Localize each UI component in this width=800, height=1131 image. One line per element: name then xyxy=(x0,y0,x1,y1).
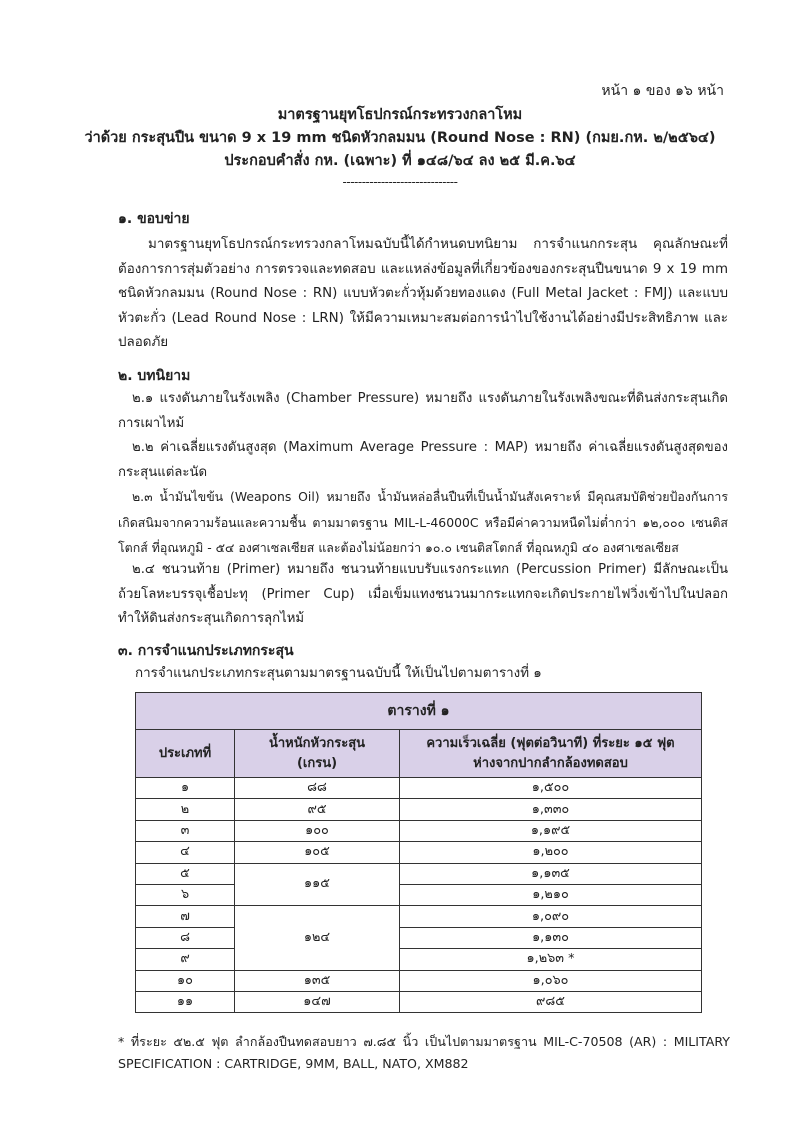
definition-2-3: ๒.๓ น้ำมันไขข้น (Weapons Oil) หมายถึง น้ำมันหล่อลื่นปืนที่เป็นน้ำมันสังเคราะห์ มีคุณสมบัติช่วยป้องกันการเกิดสนิมจากความร้อนและความชื้น ตามมาตรฐาน MIL-L-46000C หรือมีค่าความหนืดไม่ต่ำกว่า ๑๒,๐๐๐ เซนติสโตกส์ ที่อุณหภูมิ - ๕๔ องศาเซลเซียส และต้องไม่น้อยกว่า ๑๐.๐ เซนติสโตกส์ ที่อุณหภูมิ ๔๐ องศาเซลเซียส xyxy=(118,489,728,555)
title-line-2: ว่าด้วย กระสุนปืน ขนาด 9 x 19 mm ชนิดหัวกลมมน (Round Nose : RN) (กมย.กห. ๒/๒๕๖๔) xyxy=(84,130,716,146)
definition-2-1: ๒.๑ แรงดันภายในรังเพลิง (Chamber Pressure) หมายถึง แรงดันภายในรังเพลิงขณะที่ดินส่งกระสุนเกิดการเผาไหม้ xyxy=(118,391,728,431)
header-weight: น้ำหนักหัวกระสุน (เกรน) xyxy=(235,730,400,778)
section-3-heading: ๓. การจำแนกประเภทกระสุน xyxy=(118,643,294,659)
table-row: ๒ ๙๕ ๑,๓๓๐ xyxy=(136,799,702,820)
definition-2-4: ๒.๔ ชนวนท้าย (Primer) หมายถึง ชนวนท้ายแบบรับแรงกระแทก (Percussion Primer) มีลักษณะเป็นถ้วยโลหะบรรจุเชื้อปะทุ (Primer Cup) เมื่อเข็มแทงชนวนมากระแทกจะเกิดประกายไฟวิ่งเข้าไปในปลอก ทำให้ดินส่งกระสุนเกิดการลุกไหม้ xyxy=(118,562,728,626)
header-type: ประเภทที่ xyxy=(136,730,235,778)
table-row: ๔ ๑๐๕ ๑,๒๐๐ xyxy=(136,842,702,863)
classification-table xyxy=(135,692,702,1013)
table-row: ๘ ๑,๑๓๐ xyxy=(136,927,702,948)
section-2-heading: ๒. บทนิยาม xyxy=(118,368,191,384)
section-1-heading: ๑. ขอบข่าย xyxy=(118,211,190,227)
title-line-3: ประกอบคำสั่ง กห. (เฉพาะ) ที่ ๑๔๘/๖๔ ลง ๒๕ มี.ค.๖๔ xyxy=(224,153,576,169)
page-number: หน้า ๑ ของ ๑๖ หน้า xyxy=(601,83,724,99)
table-row: ๑๑ ๑๔๗ ๙๘๕ xyxy=(136,991,702,1012)
table-footnote: * ที่ระยะ ๕๒.๕ ฟุต ลำกล้องปืนทดสอบยาว ๗.๘๕ นิ้ว เป็นไปตามมาตรฐาน MIL-C-70508 (AR) : MILITARY SPECIFICATION : CARTRIDGE, 9MM, BALL, NATO, XM882 xyxy=(118,1034,730,1071)
title-line-1: มาตรฐานยุทโธปกรณ์กระทรวงกลาโหม xyxy=(277,107,523,123)
table-row: ๗ ๑๒๔ ๑,๐๙๐ xyxy=(136,906,702,927)
table-row: ๙ ๑,๒๖๓ * xyxy=(136,949,702,970)
section-1-text: มาตรฐานยุทโธปกรณ์กระทรวงกลาโหมฉบับนี้ได้กำหนดบทนิยาม การจำแนกกระสุน คุณลักษณะที่ต้องการการสุ่มตัวอย่าง การตรวจและทดสอบ และแหล่งข้อมูลที่เกี่ยวข้องของกระสุนปืนขนาด 9 x 19 mm ชนิดหัวกลมมน (Round Nose : RN) แบบหัวตะกั่วหุ้มด้วยทองแดง (Full Metal Jacket : FMJ) และแบบหัวตะกั่ว (Lead Round Nose : LRN) ให้มีความเหมาะสมต่อการนำไปใช้งานได้อย่างมีประสิทธิภาพ และปลอดภัย xyxy=(118,237,728,350)
title-divider: ------------------------------ xyxy=(342,175,458,189)
table-row: ๕ ๑๑๕ ๑,๑๓๕ xyxy=(136,863,702,884)
table-row: ๓ ๑๐๐ ๑,๑๙๕ xyxy=(136,820,702,841)
table-row: ๑๐ ๑๓๕ ๑,๐๖๐ xyxy=(136,970,702,991)
header-velocity: ความเร็วเฉลี่ย (ฟุตต่อวินาที) ที่ระยะ ๑๕ ฟุต ห่างจากปากลำกล้องทดสอบ xyxy=(400,730,702,778)
table-row: ๑ ๘๘ ๑,๕๐๐ xyxy=(136,778,702,799)
title-block xyxy=(0,104,800,173)
definition-2-2: ๒.๒ ค่าเฉลี่ยแรงดันสูงสุด (Maximum Average Pressure : MAP) หมายถึง ค่าเฉลี่ยแรงดันสูงสุดของกระสุนแต่ละนัด xyxy=(118,440,728,480)
table-row: ๖ ๑,๒๑๐ xyxy=(136,884,702,905)
table-caption: ตารางที่ ๑ xyxy=(136,693,702,730)
section-3-text: การจำแนกประเภทกระสุนตามมาตรฐานฉบับนี้ ให้เป็นไปตามตารางที่ ๑ xyxy=(135,666,542,681)
